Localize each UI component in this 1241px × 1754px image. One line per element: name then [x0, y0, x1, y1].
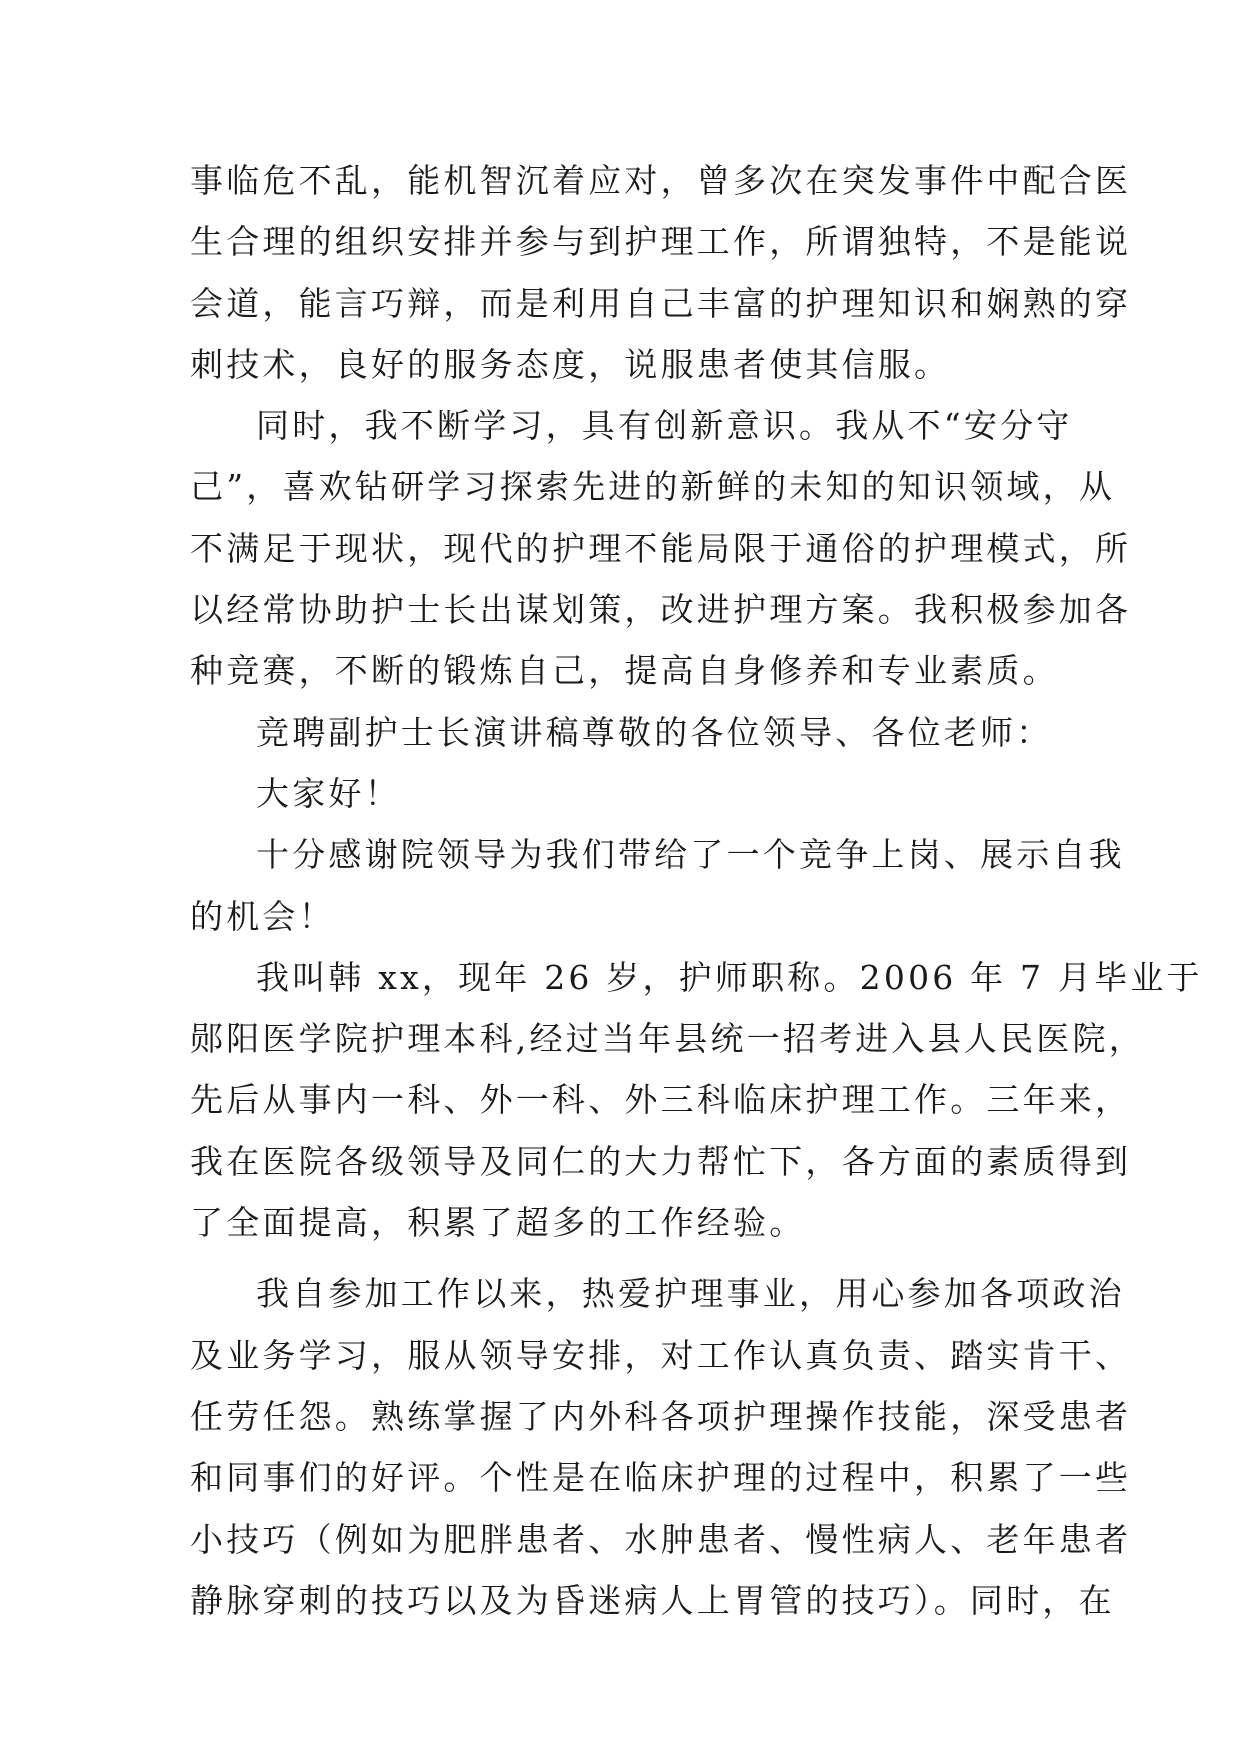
text-line: 竞聘副护士长演讲稿尊敬的各位领导、各位老师：: [256, 712, 1053, 752]
paragraph-6: [190, 947, 1203, 1253]
text-line: 及业务学习，服从领导安排，对工作认真负责、踏实肯干、: [190, 1335, 1132, 1375]
text-line: 大家好！: [256, 773, 401, 813]
text-line: 刺技术，良好的服务态度，说服患者使其信服。: [190, 344, 951, 384]
text-line: 生合理的组织安排并参与到护理工作，所谓独特，不是能说: [190, 222, 1132, 262]
text-line: 会道，能言巧辩，而是利用自己丰富的护理知识和娴熟的穿: [190, 283, 1132, 323]
text-line: 我自参加工作以来，热爱护理事业，用心参加各项政治: [256, 1274, 1125, 1314]
text-line: 和同事们的好评。个性是在临床护理的过程中，积累了一些: [190, 1458, 1132, 1498]
text-line: 我在医院各级领导及同仁的大力帮忙下，各方面的素质得到: [190, 1141, 1132, 1181]
text-line: 事临危不乱，能机智沉着应对，曾多次在突发事件中配合医: [190, 161, 1132, 200]
paragraph-5: [190, 824, 1125, 947]
text-line: 任劳任怨。熟练掌握了内外科各项护理操作技能，深受患者: [190, 1396, 1132, 1436]
text-line: 同时，我不断学习，具有创新意识。我从不“安分守: [256, 406, 1073, 446]
paragraph-gap: [190, 1253, 1060, 1263]
text-line: 小技巧（例如为肥胖患者、水肿患者、慢性病人、老年患者: [190, 1519, 1132, 1559]
text-line: 郧阳医学院护理本科,经过当年县统一招考进入县人民医院，: [190, 1019, 1145, 1059]
paragraph-3: [190, 702, 1060, 763]
text-line: 我叫韩 xx，现年 26 岁，护师职称。2006 年 7 月毕业于: [256, 957, 1203, 997]
paragraph-7: [190, 1263, 1132, 1631]
text-line: 以经常协助护士长出谋划策，改进护理方案。我积极参加各: [190, 590, 1132, 630]
paragraph-1: [190, 150, 1132, 395]
text-line: 先后从事内一科、外一科、外三科临床护理工作。三年来，: [190, 1080, 1132, 1120]
document-body: [190, 150, 1203, 1631]
text-line: 种竞赛，不断的锻炼自己，提高自身修养和专业素质。: [190, 651, 1059, 691]
text-line: 的机会！: [190, 896, 335, 936]
paragraph-2: [190, 395, 1132, 701]
text-line: 了全面提高，积累了超多的工作经验。: [190, 1203, 806, 1243]
text-line: 静脉穿刺的技巧以及为昏迷病人上胃管的技巧）。同时，在: [190, 1580, 1115, 1620]
paragraph-4: [190, 763, 1060, 824]
text-line: 不满足于现状，现代的护理不能局限于通俗的护理模式，所: [190, 528, 1132, 568]
text-line: 己”，喜欢钻研学习探索先进的新鲜的未知的知识领域，从: [190, 467, 1116, 507]
text-line: 十分感谢院领导为我们带给了一个竞争上岗、展示自我: [256, 835, 1125, 875]
